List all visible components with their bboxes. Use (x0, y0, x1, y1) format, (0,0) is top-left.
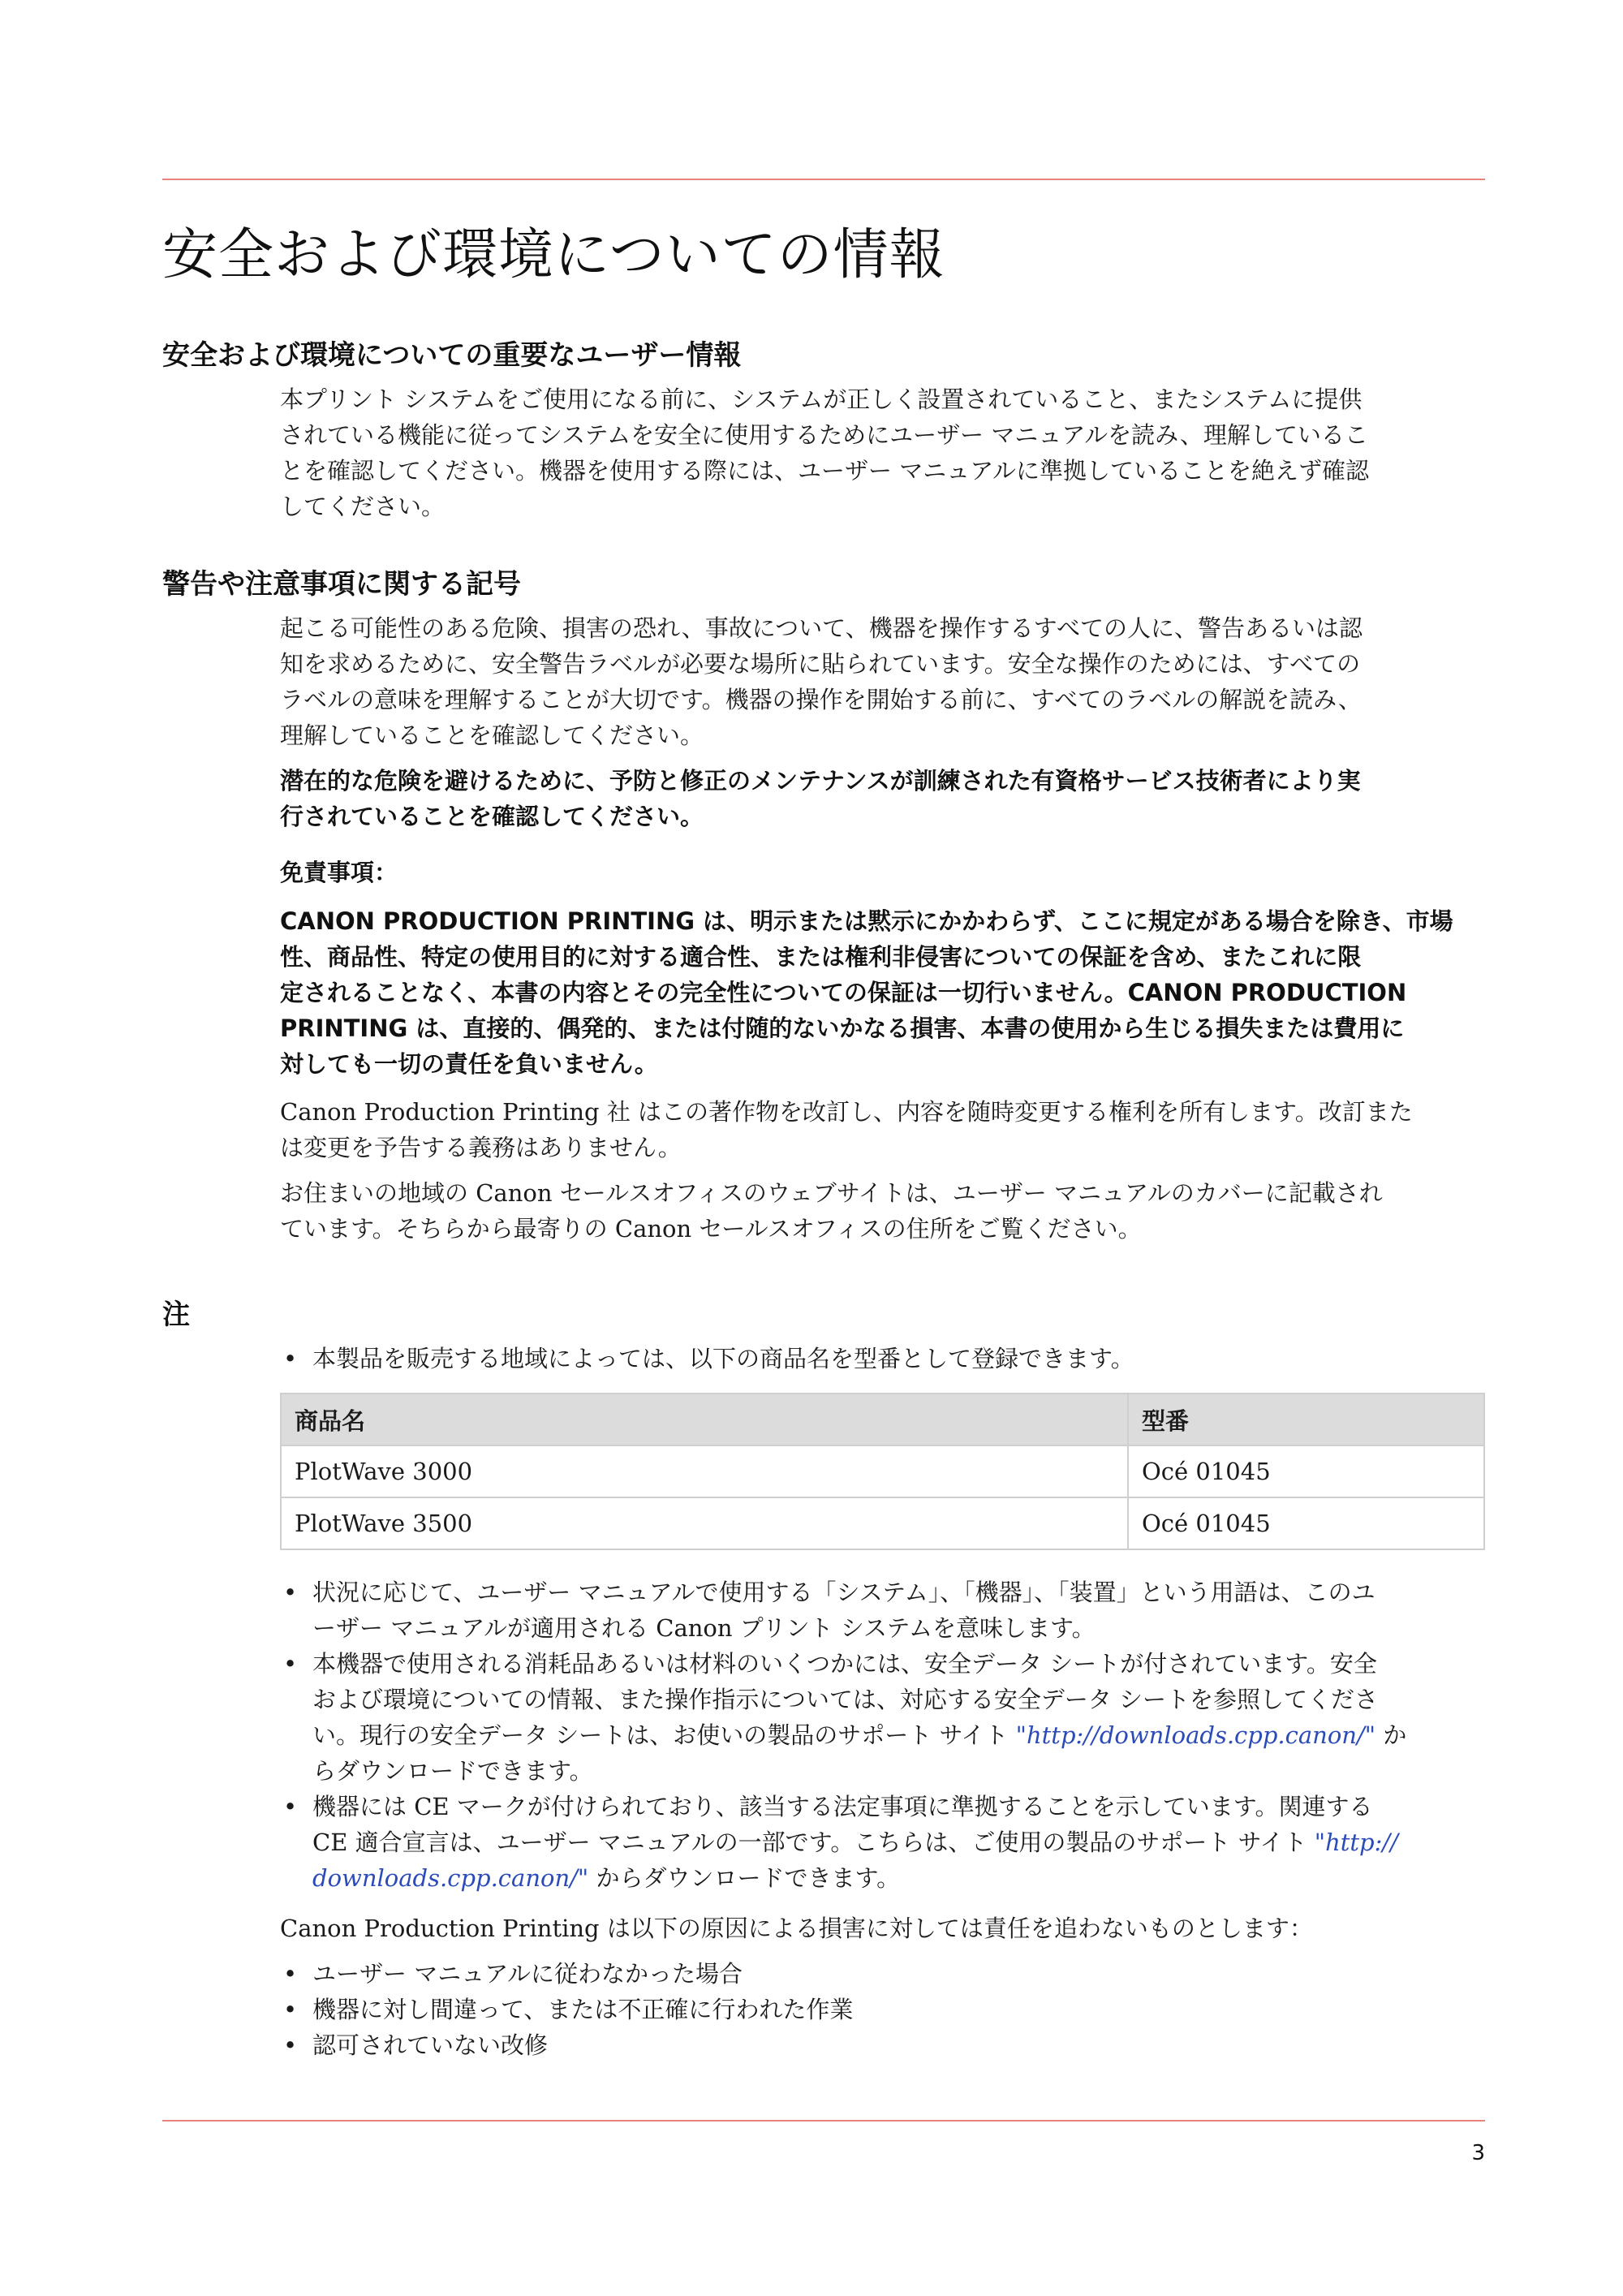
bullet-line: 機器には CE マークが付けられており、該当する法定事項に準拠することを示しています。関連する (312, 1793, 1373, 1820)
support-site-link[interactable]: "http://downloads.cpp.canon/" (1015, 1721, 1376, 1749)
page-number: 3 (1471, 2141, 1485, 2165)
risk-paragraph (280, 610, 1485, 753)
liability-intro (280, 1910, 1485, 1946)
bullet-glyph: • (283, 1960, 298, 1988)
bullet-line-tail: か (1375, 1721, 1407, 1749)
section-heading-important-info: 安全および環境についての重要なユーザー情報 (162, 339, 742, 372)
table-cell-model: Océ 01045 (1128, 1497, 1484, 1549)
table-row (281, 1445, 1484, 1497)
bullet-glyph: • (283, 1345, 298, 1372)
list-item (280, 1956, 1485, 1992)
bullet-line: CE 適合宣言は、ユーザー マニュアルの一部です。こちらは、ご使用の製品のサポート サイト (312, 1829, 1315, 1856)
intro-line: されている機能に従ってシステムを安全に使用するためにユーザー マニュアルを読み、理解しているこ (280, 421, 1368, 449)
bullet-line: らダウンロードできます。 (312, 1757, 593, 1785)
disclaimer-paragraph (280, 903, 1485, 1082)
offices-line: お住まいの地域の Canon セールスオフィスのウェブサイトは、ユーザー マニュアルのカバーに記載され (280, 1179, 1383, 1207)
disclaimer-line: 対しても一切の責任を負いません。 (280, 1050, 658, 1078)
disclaimer-line: 性、商品性、特定の使用目的に対する適合性、または権利非侵害についての保証を含め、またこれに限 (280, 943, 1362, 971)
bullet-glyph: • (283, 1579, 298, 1606)
bullet-text: 機器に対し間違って、または不正確に行われた作業 (312, 1996, 854, 2023)
table-row (281, 1497, 1484, 1549)
list-item (280, 1789, 1485, 1896)
bullet-line: ーザー マニュアルが適用される Canon プリント システムを意味します。 (312, 1614, 1096, 1642)
bullet-glyph: • (283, 2031, 298, 2059)
bullet-glyph: • (283, 1793, 298, 1820)
list-item (280, 1992, 1485, 2027)
disclaimer-line: 定されることなく、本書の内容とその完全性についての保証は一切行いません。CANON PRODUCTION (280, 979, 1407, 1006)
table-cell-model: Océ 01045 (1128, 1445, 1484, 1497)
rights-paragraph (280, 1094, 1485, 1165)
column-header-product-name: 商品名 (281, 1394, 1128, 1445)
list-item (280, 1574, 1485, 1646)
support-site-link-part1[interactable]: "http:// (1314, 1829, 1398, 1856)
list-item (280, 1341, 1485, 1376)
bullet-text: 認可されていない改修 (312, 2031, 549, 2059)
bullet-line: 本機器で使用される消耗品あるいは材料のいくつかには、安全データ シートが付されています。安全 (312, 1650, 1377, 1678)
maintenance-line: 潜在的な危険を避けるために、予防と修正のメンテナンスが訓練された有資格サービス技術者により実 (280, 767, 1361, 795)
disclaimer-label-block (280, 855, 1485, 890)
bullet-line: 状況に応じて、ユーザー マニュアルで使用する「システム」、「機器」、「装置」という用語は、このユ (312, 1579, 1375, 1606)
bullet-text: ユーザー マニュアルに従わなかった場合 (312, 1960, 743, 1988)
bullet-line: い。現行の安全データ シートは、お使いの製品のサポート サイト (312, 1721, 1016, 1749)
rights-line: Canon Production Printing 社 はこの著作物を改訂し、内容を随時変更する権利を所有します。改訂また (280, 1098, 1413, 1126)
column-header-model-number: 型番 (1128, 1394, 1484, 1445)
offices-line: ています。そちらから最寄りの Canon セールスオフィスの住所をご覧ください。 (280, 1215, 1142, 1243)
liability-intro-text: Canon Production Printing は以下の原因による損害に対しては責任を追わないものとします： (280, 1915, 1313, 1942)
bottom-rule (162, 2120, 1485, 2122)
bullet-glyph: • (283, 1650, 298, 1678)
page-title: 安全および環境についての情報 (162, 223, 945, 287)
disclaimer-label: 免責事項： (280, 859, 398, 886)
maintenance-line: 行されていることを確認してください。 (280, 803, 704, 830)
note-bullet-list-2 (280, 1574, 1485, 1896)
disclaimer-line: PRINTING は、直接的、偶発的、または付随的ないかなる損害、本書の使用から生じる損失または費用に (280, 1014, 1405, 1042)
section-heading-warning-symbols: 警告や注意事項に関する記号 (162, 568, 521, 601)
risk-line: 理解していることを確認してください。 (280, 722, 704, 749)
intro-line: してください。 (280, 493, 446, 520)
table-cell-product: PlotWave 3000 (281, 1445, 1128, 1497)
risk-line: 起こる可能性のある危険、損害の恐れ、事故について、機器を操作するすべての人に、警告あるいは認 (280, 614, 1363, 642)
bullet-line-tail: からダウンロードできます。 (588, 1864, 901, 1892)
rights-line: は変更を予告する義務はありません。 (280, 1134, 682, 1161)
bullet-text: 本製品を販売する地域によっては、以下の商品名を型番として登録できます。 (312, 1345, 1134, 1372)
list-item (280, 1646, 1485, 1789)
intro-paragraph (280, 381, 1485, 524)
intro-line: とを確認してください。機器を使用する際には、ユーザー マニュアルに準拠していることを絶えず確認 (280, 457, 1370, 485)
risk-line: ラベルの意味を理解することが大切です。機器の操作を開始する前に、すべてのラベルの解説を読み、 (280, 686, 1362, 713)
bullet-line: および環境についての情報、また操作指示については、対応する安全データ シートを参照してくださ (312, 1686, 1379, 1713)
liability-bullet-list (280, 1956, 1485, 2063)
intro-line: 本プリント システムをご使用になる前に、システムが正しく設置されていること、またシステムに提供 (280, 386, 1363, 413)
support-site-link-part2[interactable]: downloads.cpp.canon/" (312, 1864, 589, 1892)
maintenance-paragraph (280, 763, 1485, 834)
disclaimer-line: CANON PRODUCTION PRINTING は、明示または黙示にかかわらず、ここに規定がある場合を除き、市場 (280, 907, 1453, 935)
risk-line: 知を求めるために、安全警告ラベルが必要な場所に貼られています。安全な操作のためには、すべての (280, 650, 1361, 678)
note-bullet-list (280, 1341, 1485, 1376)
section-heading-note: 注 (162, 1299, 190, 1331)
model-name-table (280, 1393, 1485, 1550)
table-header-row (281, 1394, 1484, 1445)
sales-offices-paragraph (280, 1175, 1485, 1247)
list-item (280, 2027, 1485, 2063)
top-rule (162, 179, 1485, 180)
bullet-glyph: • (283, 1996, 298, 2023)
table-cell-product: PlotWave 3500 (281, 1497, 1128, 1549)
